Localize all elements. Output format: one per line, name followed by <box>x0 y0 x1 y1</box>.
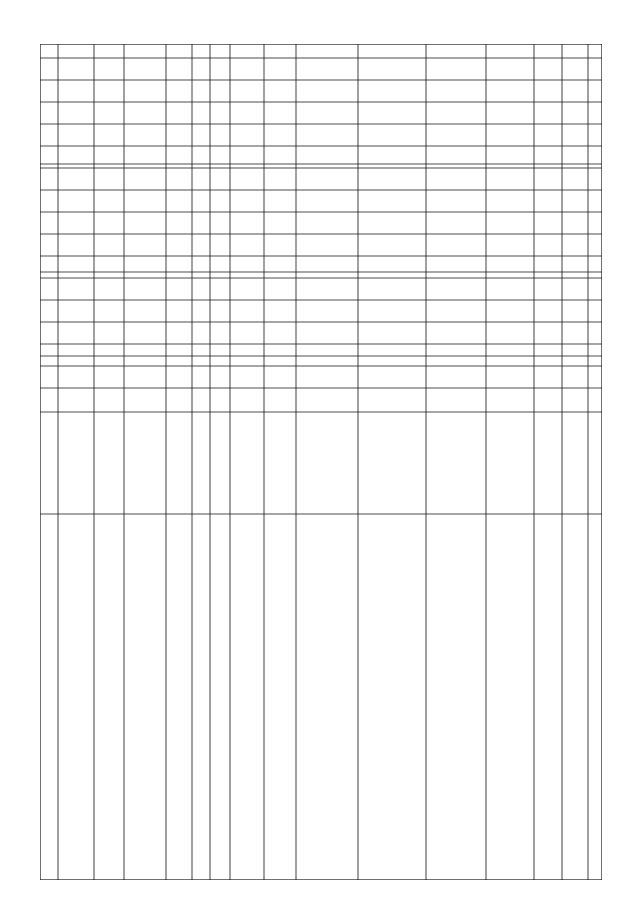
table-grid <box>40 44 602 880</box>
scanned-table-sheet <box>40 44 602 880</box>
document-note <box>0 0 1 1</box>
